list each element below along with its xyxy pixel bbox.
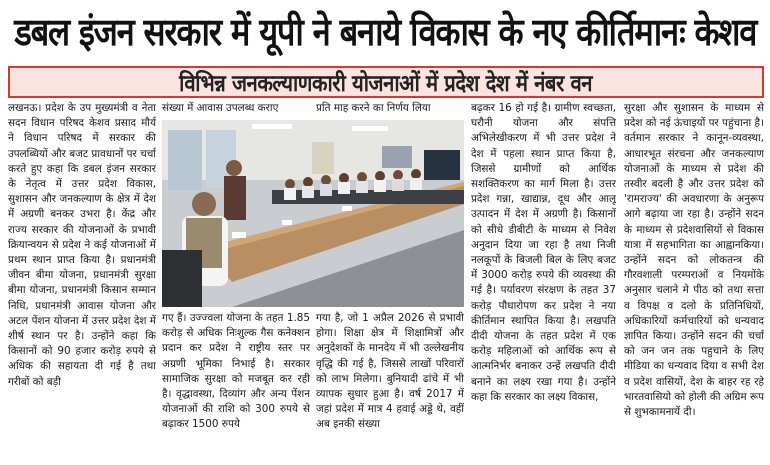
column-3-top-text: प्रति माह करने का निर्णय लिया xyxy=(316,102,431,114)
article-column-2-top xyxy=(162,101,310,119)
article-column-2-bottom xyxy=(162,311,310,465)
article-column-4 xyxy=(471,101,616,465)
column-3-bottom-text: गया है, जो 1 अप्रैल 2026 से प्रभावी होगा। शिक्षा क्षेत्र में शिक्षामित्रों और अनुदेशकों के मानदेय में भी उल्लेखनीय वृद्धि की गई है, जिससे लाखों परिवारों को लाभ मिलेगा। बुनियादी ढांचे में भी व्यापक सुधार हुआ है। वर्ष 2017 में जहां प्रदेश में मात्र 4 हवाई अड्डे थे, वहीं अब इनकी संख्या xyxy=(316,312,464,431)
column-1-text: लखनऊ। प्रदेश के उप मुख्यमंत्री व नेता सदन विधान परिषद केशव प्रसाद मौर्य ने विधान परिषद में सरकार की उपलब्धियों और बजट प्रावधानों पर चर्चा करते हुए कहा कि डबल इंजन सरकार के नेतृत्व में उत्तर प्रदेश विकास, सुशासन और जनकल्याण के क्षेत्र में देश में अग्रणी बनकर उभरा है। केंद्र और राज्य सरकार की योजनाओं के प्रभावी क्रियान्वयन से प्रदेश ने कई योजनाओं में प्रथम स्थान प्राप्त किया है। प्रधानमंत्री जीवन बीमा योजना, प्रधानमंत्री सुरक्षा बीमा योजना, प्रधानमंत्री किसान सम्मान निधि, प्रधानमंत्री आवास योजना और अटल पेंशन योजना में उत्तर प्रदेश देश में शीर्ष स्थान पर है। उन्होंने कहा कि किसानों को 90 हजार करोड़ रुपये से अधिक की सहायता दी गई है तथा गरीबों को बड़ी xyxy=(8,102,156,388)
subheadline-banner xyxy=(8,66,764,98)
column-5-text: सुरक्षा और सुशासन के माध्यम से प्रदेश को नई ऊंचाइयों पर पहुंचाना है। वर्तमान सरकार ने कानून-व्यवस्था, आधारभूत संरचना और जनकल्याण योजनाओं के माध्यम से प्रदेश की तस्वीर बदली है और उत्तर प्रदेश को 'रामराज्य' की अवधारणा के अनुरूप आगे बढ़ाया जा रहा है। उन्होंने सदन के माध्यम से प्रदेशवासियों से विकास यात्रा में सहभागिता का आह्वानकिया।उन्होंने सदन को लोकतन्त्र की गौरवशाली परम्पराओं व नियमोंके अनुसार चलाने मे पीठ को तथा सत्ता व विपक्ष व दलो के प्रतिनिधियों, अधिकारियों कर्मचारियों को धन्यवाद ज्ञापित किया। उन्होंने सदन की चर्चा को जन जन तक पहुचाने के लिए मीडिया का धन्यवाद दिया व सभी देश व प्रदेश वासियों, देश के बाहर रह रहे भारतवासियो को होली की अग्रिम रूप से शुभकामनायें दी। xyxy=(624,102,764,419)
news-photo-meeting xyxy=(162,120,464,307)
article-column-3-top xyxy=(316,101,464,119)
headline xyxy=(0,0,770,62)
meeting-photo-illustration xyxy=(162,120,464,307)
column-2-top-text: संख्या में आवास उपलब्ध कराए xyxy=(162,102,279,114)
headline-text: डबल इंजन सरकार में यूपी ने बनाये विकास के नए कीर्तिमानः केशव xyxy=(14,10,756,54)
column-4-text: बढ़कर 16 हो गई है। ग्रामीण स्वच्छता, घरौनी योजना और संपत्ति अभिलेखीकरण में भी उत्तर प्रदेश ने देश में पहला स्थान प्राप्त किया है, जिससे ग्रामीणों को आर्थिक सशक्तिकरण का मार्ग मिला है। उत्तर प्रदेश गन्ना, खाद्यान्न, दूध और आलू उत्पादन में देश में अग्रणी है। किसानों को सीधे डीबीटी के माध्यम से निवेश अनुदान दिया जा रहा है तथा निजी नलकूपों के बिजली बिल के लिए बजट में 3000 करोड़ रुपये की व्यवस्था की गई है। पर्यावरण संरक्षण के तहत 37 करोड़ पौधारोपण कर प्रदेश ने नया कीर्तिमान स्थापित किया है। लखपति दीदी योजना के तहत प्रदेश में एक करोड़ महिलाओं को आर्थिक रूप से आत्मनिर्भर बनाकर उन्हें लखपति दीदी बनाने का लक्ष्य रखा गया है। उन्होंने कहा कि सरकार का लक्ष्य विकास, xyxy=(471,102,616,403)
column-2-bottom-text: गए हैं। उज्ज्वला योजना के तहत 1.85 करोड़ से अधिक निःशुल्क गैस कनेक्शन प्रदान कर प्रदेश ने राष्ट्रीय स्तर पर अग्रणी भूमिका निभाई है। सरकार सामाजिक सुरक्षा को मजबूत कर रही है। वृद्धावस्था, दिव्यांग और अन्य पेंशन योजनाओं की राशि को 300 रुपये से बढ़ाकर 1500 रुपये xyxy=(162,312,310,431)
article-column-1 xyxy=(8,101,156,465)
subheadline-text: विभिन्न जनकल्याणकारी योजनाओं में प्रदेश देश में नंबर वन xyxy=(179,71,593,97)
article-column-3-bottom xyxy=(316,311,464,465)
article-column-5 xyxy=(624,101,764,465)
